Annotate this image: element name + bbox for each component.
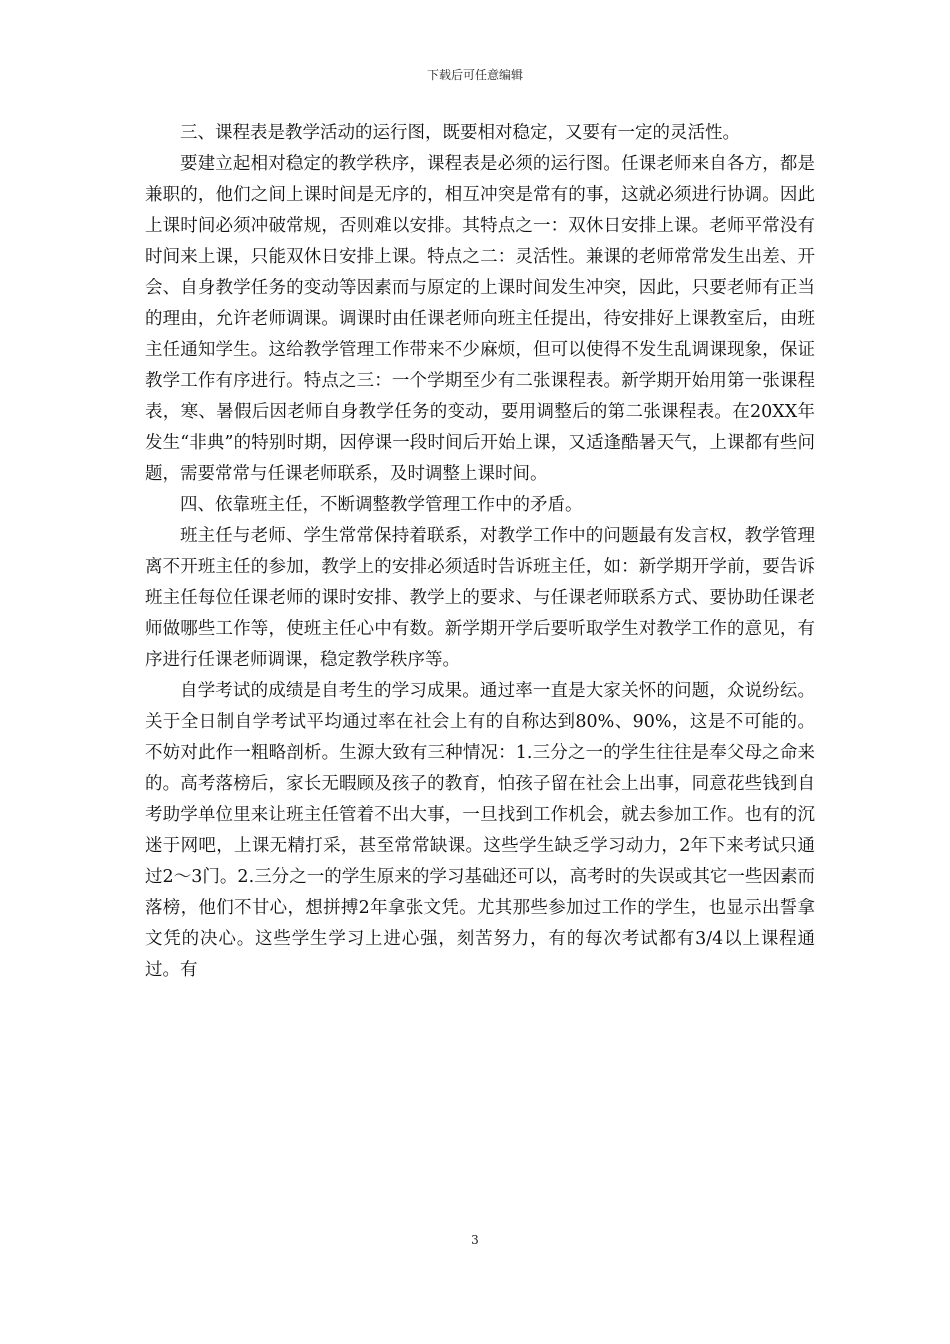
- page-number: 3: [471, 1233, 479, 1247]
- paragraph-exam-results: 自学考试的成绩是自考生的学习成果。通过率一直是大家关怀的问题，众说纷纭。关于全日制自学考试平均通过率在社会上有的自称达到80%、90%，这是不可能的。不妨对此作一粗略剖析。生源大致有三种情况：1.三分之一的学生往往是奉父母之命来的。高考落榜后，家长无暇顾及孩子的教育，怕孩子留在社会上出事，同意花些钱到自考助学单位里来让班主任管着不出大事，一旦找到工作机会，就去参加工作。也有的沉迷于网吧，上课无精打采，甚至常常缺课。这些学生缺乏学习动力，2年下来考试只通过2～3门。2.三分之一的学生原来的学习基础还可以，高考时的失误或其它一些因素而落榜，他们不甘心，想拼搏2年拿张文凭。尤其那些参加过工作的学生，也显示出誓拿文凭的决心。这些学生学习上进心强，刻苦努力，有的每次考试都有3/4以上课程通过。有: [145, 681, 815, 980]
- paragraph-schedule: 要建立起相对稳定的教学秩序，课程表是必须的运行图。任课老师来自各方，都是兼职的，他们之间上课时间是无序的，相互冲突是常有的事，这就必须进行协调。因此上课时间必须冲破常规，否则难以安排。其特点之一：双休日安排上课。老师平常没有时间来上课，只能双休日安排上课。特点之二：灵活性。兼课的老师常常发生出差、开会、自身教学任务的变动等因素而与原定的上课时间发生冲突，因此，只要老师有正当的理由，允许老师调课。调课时由任课老师向班主任提出，待安排好上课教室后，由班主任通知学生。这给教学管理工作带来不少麻烦，但可以使得不发生乱调课现象，保证教学工作有序进行。特点之三：一个学期至少有二张课程表。新学期开始用第一张课程表，寒、暑假后因老师自身教学任务的变动，要用调整后的第二张课程表。在20XX年发生“非典”的特别时期，因停课一段时间后开始上课，又适逢酷暑天气，上课都有些问题，需要常常与任课老师联系，及时调整上课时间。: [145, 154, 815, 484]
- document-body: [145, 118, 815, 986]
- page-header: 下载后可任意编辑: [426, 68, 523, 82]
- paragraph-class-teacher: 班主任与老师、学生常常保持着联系，对教学工作中的问题最有发言权，教学管理离不开班主任的参加，教学上的安排必须适时告诉班主任，如：新学期开学前，要告诉班主任每位任课老师的课时安排、教学上的要求、与任课老师联系方式、要协助任课老师做哪些工作等，使班主任心中有数。新学期开学后要听取学生对教学工作的意见，有序进行任课老师调课，稳定教学秩序等。: [145, 526, 815, 670]
- paragraph-section-four-heading: 四、依靠班主任，不断调整教学管理工作中的矛盾。: [180, 495, 583, 515]
- paragraph-section-three-heading: 三、课程表是教学活动的运行图，既要相对稳定，又要有一定的灵活性。: [180, 123, 740, 143]
